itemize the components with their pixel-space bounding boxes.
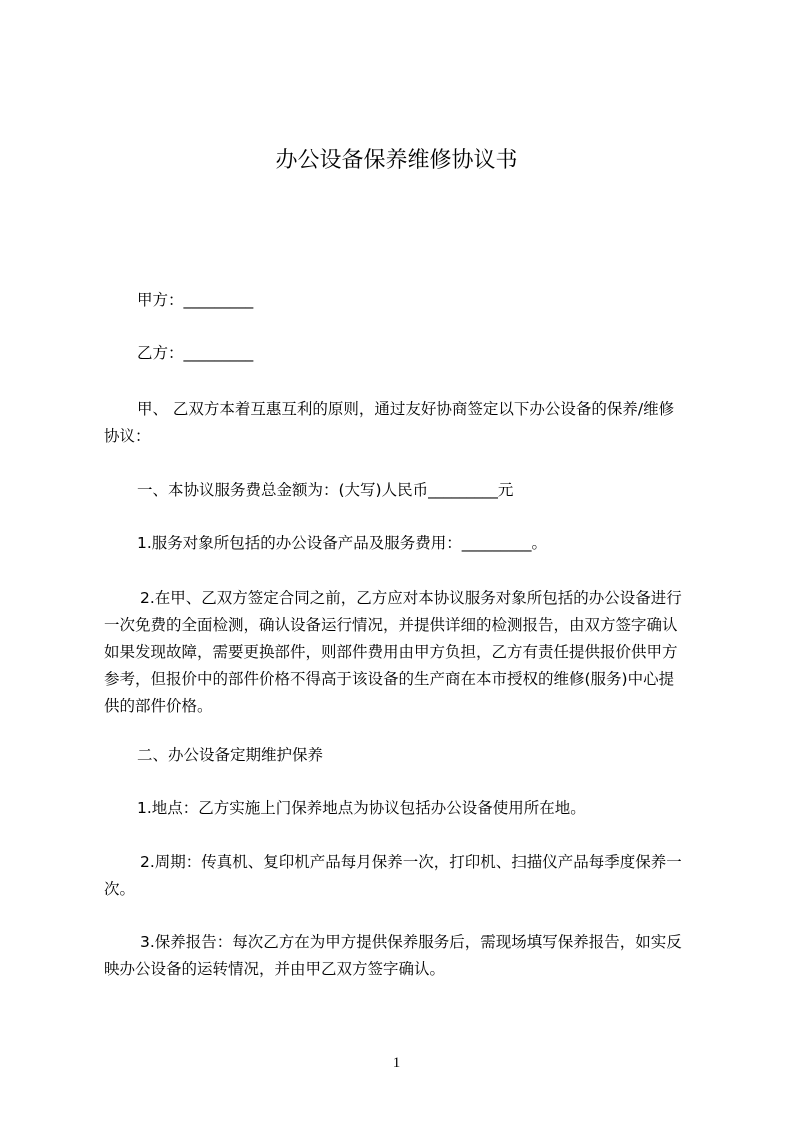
party-a-field: 甲方：_________ (137, 291, 254, 309)
section2-item3-line: 3.保养报告：每次乙方在为甲方提供保养服务后，需现场填写保养报告，如实反 (140, 933, 682, 951)
section1-item2-line: 参考，但报价中的部件价格不得高于该设备的生产商在本市授权的维修(服务)中心提 (104, 670, 675, 688)
section2-item1: 1.地点：乙方实施上门保养地点为协议包括办公设备使用所在地。 (137, 799, 586, 817)
intro-line: 甲、 乙双方本着互惠互利的原则，通过友好协商签定以下办公设备的保养/维修 (137, 400, 675, 418)
section1-item2-line: 2.在甲、乙双方签定合同之前，乙方应对本协议服务对象所包括的办公设备进行 (140, 589, 682, 607)
intro-line: 协议： (104, 427, 151, 445)
page-number: 1 (392, 1055, 401, 1071)
section1-heading: 一、本协议服务费总金额为：(大写)人民币_________元 (137, 481, 514, 499)
section2-item3-line: 映办公设备的运转情况，并由甲乙双方签字确认。 (104, 960, 446, 978)
section1-item2-line: 一次免费的全面检测，确认设备运行情况，并提供详细的检测报告，由双方签字确认 (104, 616, 678, 634)
section1-item2-line: 如果发现故障，需要更换部件，则部件费用由甲方负担，乙方有责任提供报价供甲方 (104, 643, 678, 661)
document-title: 办公设备保养维修协议书 (275, 148, 518, 173)
section2-heading: 二、办公设备定期维护保养 (137, 746, 324, 764)
section2-item2-line: 2.周期：传真机、复印机产品每月保养一次，打印机、扫描仪产品每季度保养一 (140, 853, 682, 871)
party-b-field: 乙方：_________ (137, 344, 254, 362)
section1-item1: 1.服务对象所包括的办公设备产品及服务费用：_________。 (137, 534, 548, 552)
section2-item2-line: 次。 (104, 880, 136, 898)
section1-item2-line: 供的部件价格。 (104, 697, 213, 715)
